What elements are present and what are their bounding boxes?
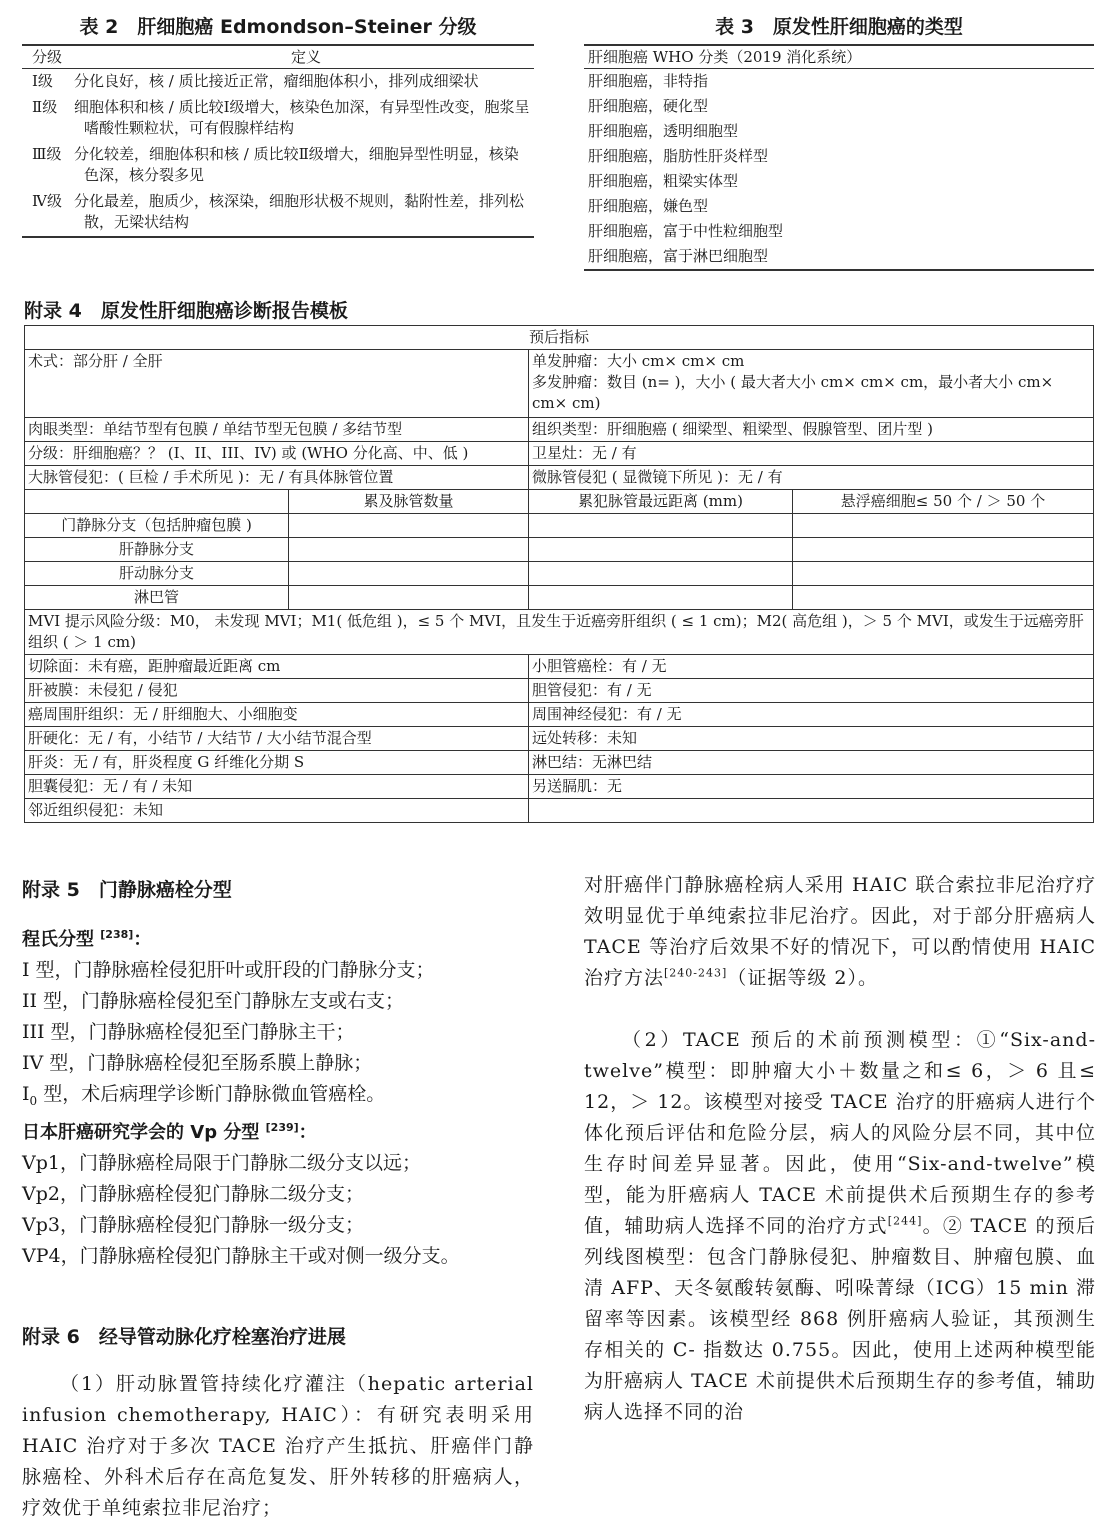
empty-cell bbox=[793, 538, 1094, 562]
list-item: IV 型，门静脉癌栓侵犯至肠系膜上静脉； bbox=[22, 1052, 373, 1074]
grade-cell: Ⅰ级 bbox=[32, 72, 53, 90]
empty-cell bbox=[289, 562, 529, 586]
report-template-table bbox=[24, 325, 1094, 823]
list-item: Vp1，门静脉癌栓局限于门静脉二级分支以远； bbox=[22, 1151, 421, 1174]
cheng-title: 程氏分型 bbox=[22, 929, 94, 950]
list-item bbox=[22, 1079, 542, 1117]
vp-heading bbox=[22, 1117, 542, 1148]
para-text: （证据等级 2）。 bbox=[727, 967, 878, 989]
report-cell: 肝炎：无 / 有，肝炎程度 G 纤维化分期 S bbox=[25, 751, 529, 775]
empty-cell bbox=[793, 514, 1094, 538]
citation: [239] bbox=[265, 1120, 299, 1134]
type-cell: 肝细胞癌，脂肪性肝炎样型 bbox=[588, 147, 769, 165]
list-item: Vp3，门静脉癌栓侵犯门静脉一级分支； bbox=[22, 1213, 364, 1236]
grade-cell: Ⅲ级 bbox=[32, 145, 62, 163]
empty-cell bbox=[529, 514, 793, 538]
i0-subscript: 0 bbox=[29, 1093, 38, 1108]
mvi-cell: MVI 提示风险分级：M0， 未发现 MVI；M1( 低危组 )，≤ 5 个 MVI，且发生于近癌旁肝组织 ( ≤ 1 cm)；M2( 高危组 )，＞ 5 个 MVI，或发生于远癌旁肝组织 ( ＞ 1 cm) bbox=[25, 610, 1094, 655]
table2 bbox=[22, 44, 534, 238]
colon: ： bbox=[298, 1121, 317, 1143]
grade-cell: Ⅱ级 bbox=[32, 98, 58, 116]
type-cell: 肝细胞癌，非特指 bbox=[588, 72, 709, 90]
report-cell: 另送膈肌：无 bbox=[529, 775, 1094, 799]
colon: ： bbox=[133, 929, 152, 950]
report-cell: 肝硬化：无 / 有，小结节 / 大结节 / 大小结节混合型 bbox=[25, 727, 529, 751]
report-cell: 肝被膜：未侵犯 / 侵犯 bbox=[25, 679, 529, 703]
citation: [240-243] bbox=[664, 966, 728, 980]
empty-cell bbox=[529, 586, 793, 610]
list-item: I 型，门静脉癌栓侵犯肝叶或肝段的门静脉分支； bbox=[22, 959, 435, 981]
table-row bbox=[584, 169, 1094, 194]
appendix5-body bbox=[22, 924, 542, 1272]
vessel-header: 悬浮癌细胞≤ 50 个 / ＞ 50 个 bbox=[793, 490, 1094, 514]
cheng-heading bbox=[22, 924, 542, 955]
table2-header-grade: 分级 bbox=[22, 45, 78, 69]
table-row bbox=[584, 69, 1094, 95]
report-cell: 肉眼类型：单结节型有包膜 / 单结节型无包膜 / 多结节型 bbox=[25, 418, 529, 442]
report-cell: 切除面：未有癌，距肿瘤最近距离 cm bbox=[25, 655, 529, 679]
type-cell: 肝细胞癌，硬化型 bbox=[588, 97, 709, 115]
empty-cell bbox=[289, 586, 529, 610]
empty-cell bbox=[289, 538, 529, 562]
appendix6-para2 bbox=[584, 1025, 1096, 1537]
type-cell: 肝细胞癌，粗梁实体型 bbox=[588, 172, 739, 190]
table2-title: 表 2 肝细胞癌 Edmondson–Steiner 分级 bbox=[79, 16, 477, 38]
vp-title: 日本肝癌研究学会的 Vp 分型 bbox=[22, 1121, 260, 1143]
table3-header: 肝细胞癌 WHO 分类（2019 消化系统） bbox=[584, 45, 1094, 69]
vessel-header: 累及脉管数量 bbox=[289, 490, 529, 514]
table3-title: 表 3 原发性肝细胞癌的类型 bbox=[715, 16, 963, 38]
table-row bbox=[22, 69, 534, 96]
report-cell: 小胆管癌栓：有 / 无 bbox=[529, 655, 1094, 679]
report-cell: 远处转移：未知 bbox=[529, 727, 1094, 751]
table-row bbox=[584, 194, 1094, 219]
list-item: Vp2，门静脉癌栓侵犯门静脉二级分支； bbox=[22, 1182, 364, 1205]
table-row bbox=[584, 94, 1094, 119]
definition-cell: 分化最差，胞质少，核深染，细胞形状极不规则，黏附性差，排列松散，无梁状结构 bbox=[78, 189, 534, 237]
prognosis-header: 预后指标 bbox=[25, 326, 1094, 350]
type-cell: 肝细胞癌，富于淋巴细胞型 bbox=[584, 244, 1094, 270]
definition-cell: 分化较差，细胞体积和核 / 质比较Ⅱ级增大，细胞异型性明显，核染色深，核分裂多见 bbox=[74, 145, 519, 184]
list-item: II 型，门静脉癌栓侵犯至门静脉左支或右支； bbox=[22, 990, 405, 1012]
vessel-row-label: 肝静脉分支 bbox=[25, 538, 289, 562]
tumor-single: 单发肿瘤：大小 cm× cm× cm bbox=[532, 352, 745, 370]
report-cell: 大脉管侵犯：( 巨检 / 手术所见 )：无 / 有具体脉管位置 bbox=[25, 466, 529, 490]
table-row bbox=[584, 244, 1094, 270]
list-item: VP4，门静脉癌栓侵犯门静脉主干或对侧一级分支。 bbox=[22, 1244, 460, 1267]
para-text: 。② TACE 的预后列线图模型：包含门静脉侵犯、肿瘤数目、肿瘤包膜、血清 AFP、天冬氨酸转氨酶、吲哚菁绿（ICG）15 min 滞留率等因素。该模型经 868 例肝癌病人验证，其预测生存相关的 C- 指数达 0.755。因此，使用上述两种模型能为肝癌病人 TACE 术前提供术后预期生存的参考值，辅助病人选择不同的治 bbox=[584, 1215, 1096, 1423]
table2-header-definition: 定义 bbox=[78, 45, 534, 69]
table-row bbox=[22, 95, 534, 142]
empty-cell bbox=[289, 514, 529, 538]
report-cell: 胆管侵犯：有 / 无 bbox=[529, 679, 1094, 703]
tumor-multi: 多发肿瘤：数目 (n= )，大小 ( 最大者大小 cm× cm× cm，最小者大小 cm× cm× cm) bbox=[532, 373, 1054, 412]
i0-text: 型，术后病理学诊断门静脉微血管癌栓。 bbox=[37, 1083, 386, 1105]
empty-cell bbox=[793, 586, 1094, 610]
vessel-header bbox=[25, 490, 289, 514]
table-row bbox=[584, 119, 1094, 144]
empty-cell bbox=[529, 799, 1094, 823]
list-item: III 型，门静脉癌栓侵犯至门静脉主干； bbox=[22, 1021, 355, 1043]
empty-cell bbox=[529, 538, 793, 562]
appendix4-title: 附录 4 原发性肝细胞癌诊断报告模板 bbox=[24, 300, 348, 322]
table3 bbox=[584, 44, 1094, 271]
type-cell: 肝细胞癌，富于中性粒细胞型 bbox=[588, 222, 784, 240]
i0-prefix: I bbox=[22, 1083, 30, 1105]
report-cell: 微脉管侵犯 ( 显微镜下所见 )：无 / 有 bbox=[529, 466, 1094, 490]
table-row bbox=[22, 142, 534, 189]
appendix5-title: 附录 5 门静脉癌栓分型 bbox=[22, 879, 232, 901]
type-cell: 肝细胞癌，嫌色型 bbox=[588, 197, 709, 215]
appendix6-title: 附录 6 经导管动脉化疗栓塞治疗进展 bbox=[22, 1326, 346, 1348]
table-row bbox=[584, 144, 1094, 169]
grade-cell: Ⅳ级 bbox=[22, 189, 78, 237]
para-text: （2）TACE 预后的术前预测模型：①“Six-and-twelve”模型：即肿瘤大小＋数量之和≤ 6，＞ 6 且≤ 12，＞ 12。该模型对接受 TACE 治疗的肝癌病人进行个体化预后评估和危险分层，病人的风险分层不同，其中位生存时间差异显著。因此，使用“Six-and-twelve”模型，能为肝癌病人 TACE 术前提供术后预期生存的参考值，辅助病人选择不同的治疗方式 bbox=[584, 1029, 1096, 1237]
type-cell: 肝细胞癌，透明细胞型 bbox=[588, 122, 739, 140]
definition-cell: 细胞体积和核 / 质比较Ⅰ级增大，核染色加深，有异型性改变，胞浆呈嗜酸性颗粒状，可有假腺样结构 bbox=[74, 98, 530, 137]
vessel-row-label: 淋巴管 bbox=[25, 586, 289, 610]
report-cell: 癌周围肝组织：无 / 肝细胞大、小细胞变 bbox=[25, 703, 529, 727]
vessel-header: 累犯脉管最远距离 (mm) bbox=[529, 490, 793, 514]
empty-cell bbox=[793, 562, 1094, 586]
report-cell: 淋巴结：无淋巴结 bbox=[529, 751, 1094, 775]
citation: [244] bbox=[887, 1214, 923, 1228]
report-cell: 卫星灶：无 / 有 bbox=[529, 442, 1094, 466]
report-cell: 邻近组织侵犯：未知 bbox=[25, 799, 529, 823]
surgery-cell: 术式：部分肝 / 全肝 bbox=[25, 350, 529, 418]
vessel-row-label: 门静脉分支（包括肿瘤包膜 ) bbox=[25, 514, 289, 538]
vessel-row-label: 肝动脉分支 bbox=[25, 562, 289, 586]
report-cell: 周围神经侵犯：有 / 无 bbox=[529, 703, 1094, 727]
appendix6-para1-continued bbox=[584, 870, 1096, 994]
report-cell: 组织类型：肝细胞癌 ( 细梁型、粗梁型、假腺管型、团片型 ) bbox=[529, 418, 1094, 442]
table-row bbox=[22, 189, 534, 237]
citation: [238] bbox=[100, 928, 134, 941]
definition-cell: 分化良好，核 / 质比接近正常，瘤细胞体积小，排列成细梁状 bbox=[74, 72, 479, 90]
para-text: 对肝癌伴门静脉癌栓病人采用 HAIC 联合索拉非尼治疗疗效明显优于单纯索拉非尼治疗。因此，对于部分肝癌病人 TACE 等治疗后效果不好的情况下，可以酌情使用 HAIC 治疗方法 bbox=[584, 874, 1096, 989]
report-cell: 分级：肝细胞癌？？ (I、II、III、IV) 或 (WHO 分化高、中、低 ) bbox=[25, 442, 529, 466]
empty-cell bbox=[529, 562, 793, 586]
appendix6-para1: （1）肝动脉置管持续化疗灌注（hepatic arterial infusion chemotherapy, HAIC）：有研究表明采用 HAIC 治疗对于多次 TACE 治疗产生抵抗、肝癌伴门静脉癌栓、外科术后存在高危复发、肝外转移的肝癌病人，疗效优于单纯索拉非尼治疗； bbox=[22, 1373, 534, 1519]
report-cell: 胆囊侵犯：无 / 有 / 未知 bbox=[25, 775, 529, 799]
table-row bbox=[584, 219, 1094, 244]
tumor-cell bbox=[529, 350, 1094, 418]
